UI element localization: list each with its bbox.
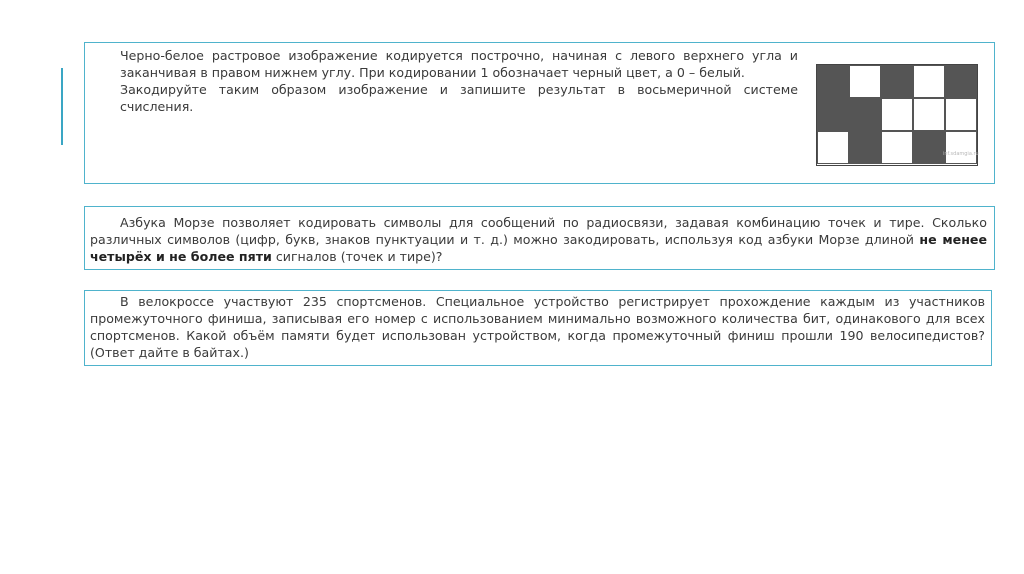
- task-raster-paragraph-2: Закодируйте таким образом изображение и запишите результат в восьмеричной системе счисления.: [120, 82, 798, 114]
- pixel-cell-r1-c3: [881, 65, 913, 98]
- task-raster-paragraph-1: Черно-белое растровое изображение кодируется построчно, начиная с левого верхнего угла и заканчивая в правом нижнем углу. При кодировании 1 обозначает черный цвет, а 0 – белый.: [120, 48, 798, 80]
- pixel-cell-r1-c2: [849, 65, 881, 98]
- task-bikerace-text: В велокроссе участвуют 235 спортсменов. Специальное устройство регистрирует прохождение каждым из участников промежуточного финиша, записывая его номер с использованием минимально возможного количества бит, одинакового для всех спортсменов. Какой объём памяти будет использован устройством, когда промежуточный финиш прошли 190 велосипедистов? (Ответ дайте в байтах.): [90, 294, 985, 360]
- task-morse-text: [90, 214, 987, 265]
- pixel-cell-r3-c3: [881, 131, 913, 164]
- task-raster-text: [120, 47, 798, 115]
- pixel-cell-r3-c2: [849, 131, 881, 164]
- task-morse-text-part1: Азбука Морзе позволяет кодировать символы для сообщений по радиосвязи, задавая комбинацию точек и тире. Сколько различных символов (цифр, букв, знаков пунктуации и т. д.) можно закодировать, используя код азбуки Морзе длиной: [90, 215, 987, 247]
- task-box-morse: [84, 206, 995, 270]
- pixel-cell-r3-c5: [945, 131, 977, 164]
- task-morse-text-bold: не менее четырёх и не более пяти: [90, 232, 987, 264]
- accent-line: [61, 68, 63, 145]
- pixel-cell-r2-c3: [881, 98, 913, 131]
- pixel-cell-r2-c4: [913, 98, 945, 131]
- pixel-cell-r3-c4: [913, 131, 945, 164]
- watermark: inf.sdamgia.ru: [943, 151, 979, 157]
- pixel-cell-r1-c4: [913, 65, 945, 98]
- task-box-bikerace: [84, 290, 992, 366]
- pixel-cell-r1-c5: [945, 65, 977, 98]
- pixel-cell-r2-c1: [817, 98, 849, 131]
- task-morse-text-part2: сигналов (точек и тире)?: [271, 249, 443, 264]
- pixel-cell-r2-c5: [945, 98, 977, 131]
- pixel-cell-r1-c1: [817, 65, 849, 98]
- pixel-cell-r3-c1: [817, 131, 849, 164]
- task-box-raster: [84, 42, 995, 184]
- pixel-cell-r2-c2: [849, 98, 881, 131]
